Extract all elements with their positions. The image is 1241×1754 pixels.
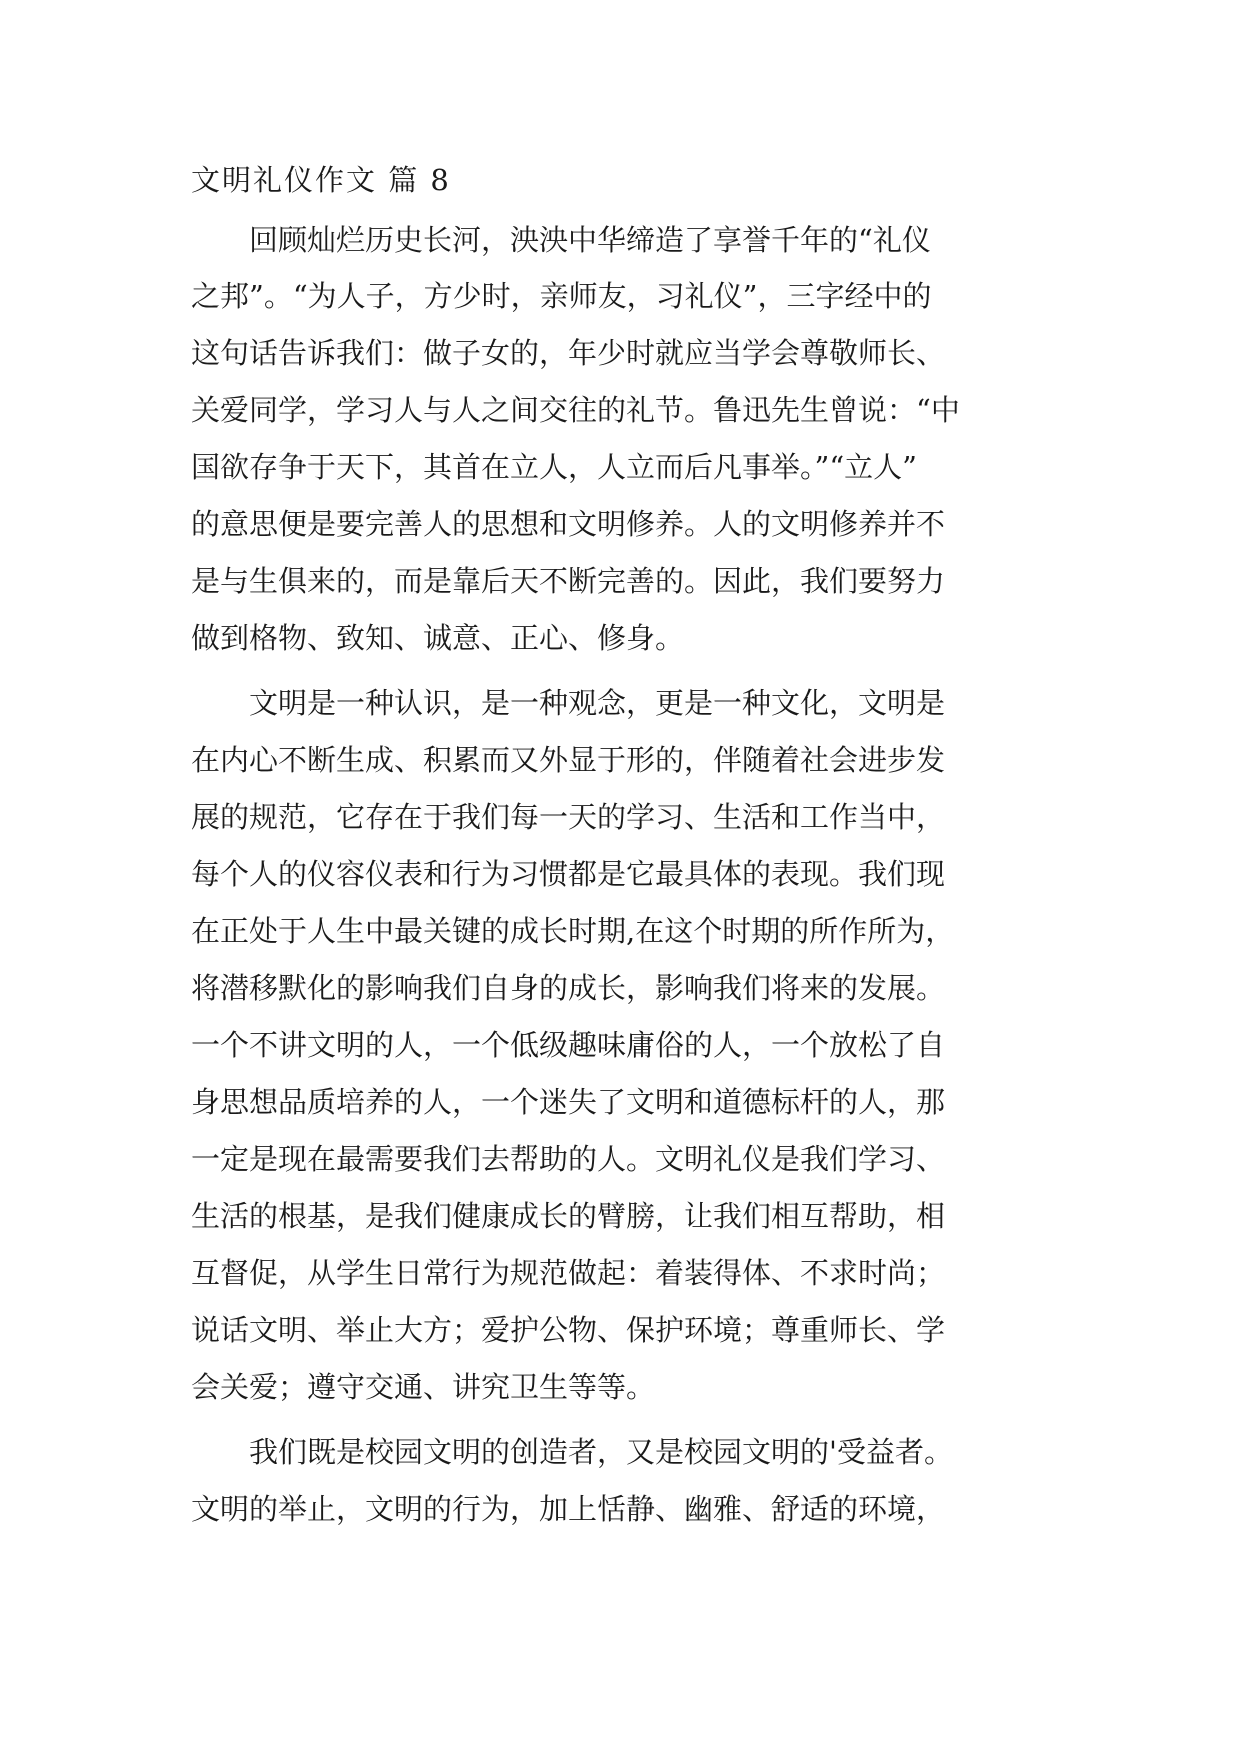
text-line: 的意思便是要完善人的思想和文明修养。人的文明修养并不 — [191, 507, 946, 541]
text-line: 会关爱；遵守交通、讲究卫生等等。 — [191, 1370, 656, 1404]
text-line: 在正处于人生中最关键的成长时期,在这个时期的所作所为， — [191, 914, 955, 948]
text-line: 说话文明、举止大方；爱护公物、保护环境；尊重师长、学 — [191, 1313, 946, 1347]
text-line: 互督促，从学生日常行为规范做起：着装得体、不求时尚； — [191, 1256, 946, 1290]
text-line: 是与生俱来的，而是靠后天不断完善的。因此，我们要努力 — [191, 564, 946, 598]
text-line: 做到格物、致知、诚意、正心、修身。 — [191, 621, 685, 655]
text-line: 生活的根基，是我们健康成长的臂膀，让我们相互帮助，相 — [191, 1199, 946, 1233]
text-line: 我们既是校园文明的创造者，又是校园文明的'受益者。 — [191, 1435, 953, 1469]
text-line: 一定是现在最需要我们去帮助的人。文明礼仪是我们学习、 — [191, 1142, 946, 1176]
document-title: 文明礼仪作文 篇 8 — [191, 163, 451, 197]
text-line: 国欲存争于天下，其首在立人，人立而后凡事举。”“立人” — [191, 450, 917, 484]
text-line: 回顾灿烂历史长河，泱泱中华缔造了享誉千年的“礼仪 — [191, 223, 931, 257]
text-line: 关爱同学，学习人与人之间交往的礼节。鲁迅先生曾说：“中 — [191, 393, 960, 427]
text-line: 在内心不断生成、积累而又外显于形的，伴随着社会进步发 — [191, 743, 946, 777]
text-line: 文明是一种认识，是一种观念，更是一种文化，文明是 — [191, 686, 946, 720]
text-line: 每个人的仪容仪表和行为习惯都是它最具体的表现。我们现 — [191, 857, 946, 891]
text-line: 一个不讲文明的人，一个低级趣味庸俗的人，一个放松了自 — [191, 1028, 946, 1062]
text-line: 文明的举止，文明的行为，加上恬静、幽雅、舒适的环境， — [191, 1492, 946, 1526]
text-line: 身思想品质培养的人，一个迷失了文明和道德标杆的人，那 — [191, 1085, 946, 1119]
text-line: 展的规范，它存在于我们每一天的学习、生活和工作当中， — [191, 800, 946, 834]
text-line: 之邦”。“为人子，方少时，亲师友，习礼仪”，三字经中的 — [191, 279, 932, 313]
text-line: 将潜移默化的影响我们自身的成长，影响我们将来的发展。 — [191, 971, 946, 1005]
text-line: 这句话告诉我们：做子女的，年少时就应当学会尊敬师长、 — [191, 336, 946, 370]
